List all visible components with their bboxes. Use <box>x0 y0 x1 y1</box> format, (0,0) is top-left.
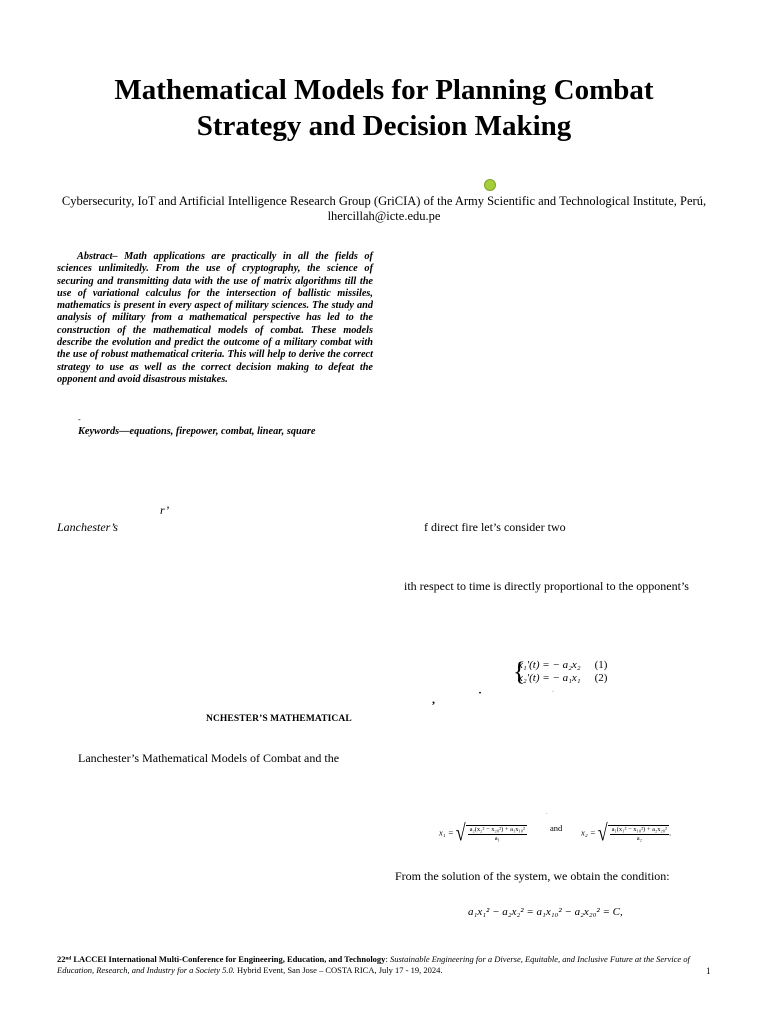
equation-2-expr: x₂′(t) = − a₁x₁ <box>518 672 581 684</box>
solution-x1-lhs: x₁ = <box>439 827 454 838</box>
solution-x2-lhs: x₂ = <box>581 827 596 838</box>
stray-mark: · <box>546 812 548 817</box>
sqrt-symbol: √ <box>455 819 466 846</box>
equation-1-number: (1) <box>594 659 608 671</box>
conference-event: Hybrid Event, San Jose – COSTA RICA, July 17 - 19, 2024. <box>234 965 443 975</box>
solution-x2: x₂ = √ $\frac{\text{a₁(x₁² − x₁₀²) + a₂x₂₀²}}{\text{a₂}}$ . <box>581 819 672 846</box>
sqrt-symbol: √ <box>597 819 608 846</box>
abstract <box>57 251 373 386</box>
stray-dot: , <box>432 692 435 706</box>
text-fragment-lanchesters: Lanchester’s <box>57 520 118 534</box>
page-footer: 22ⁿᵈ LACCEI International Multi-Conference for Engineering, Education, and Technology: Sustainable Engineering for a Diverse, Equitable, and Inclusive Future at the Service of Education, Research, and Industry for a Society 5.0. Hybrid Event, San Jose – COSTA RICA, July 17 - 19, 2024. <box>57 954 690 975</box>
solution-sentence: From the solution of the system, we obtain the condition: <box>395 869 670 883</box>
keywords <box>78 426 315 437</box>
section-heading-fragment: NCHESTER’S MATHEMATICAL <box>206 714 352 724</box>
sqrt-body <box>608 825 669 843</box>
paper-title-line-2: Strategy and Decision Making <box>196 110 572 142</box>
equation-1-expr: x₁′(t) = − a₂x₂ <box>518 659 581 671</box>
author-email[interactable]: lhercillah@icte.edu.pe <box>327 209 441 223</box>
equation-2-number: (2) <box>594 672 608 684</box>
conference-theme: Sustainable Engineering for a Diverse, Equitable, and Inclusive Future at the Service of Education, Research, and Industry for a Society 5.0. <box>57 954 690 975</box>
fraction-numerator: a₁(x₁² − x₁₀²) + a₂x₂₀² <box>611 825 667 833</box>
stray-dot: · <box>552 689 554 695</box>
fraction <box>610 826 669 843</box>
solution-x1 <box>439 819 527 846</box>
stray-mark: - <box>78 415 81 424</box>
text-fragment-r-prime: r’ <box>160 503 170 517</box>
fraction-denominator: a₁ <box>494 834 500 842</box>
condition-equation: a₁x₁² − a₂x₂² = a₁x₁₀² − a₂x₂₀² = C, <box>468 906 623 918</box>
affiliation-line: Cybersecurity, IoT and Artificial Intelligence Research Group (GriCIA) of the Army Scientific and Technological Institute, Perú, <box>61 194 707 208</box>
text-fragment-direct-fire: f direct fire let’s consider two <box>424 520 566 534</box>
conference-name: 22ⁿᵈ LACCEI International Multi-Conference for Engineering, Education, and Technology <box>57 954 386 964</box>
page-number: 1 <box>706 966 711 976</box>
brace-symbol: { <box>513 657 526 686</box>
solution-and: and <box>550 823 563 833</box>
fraction-numerator: a₂(x₂² − x₂₀²) + a₁x₁₀² <box>469 825 525 833</box>
text-fragment-respect-time: ith respect to time is directly proportional to the opponent’s <box>404 579 689 593</box>
sqrt-body <box>466 825 527 843</box>
stray-dot: ˙ <box>478 689 482 703</box>
equation-1 <box>518 659 615 672</box>
abstract-label: Abstract– <box>77 251 118 262</box>
equation-2 <box>518 672 615 685</box>
orcid-icon[interactable] <box>484 179 496 191</box>
keywords-label: Keywords— <box>78 426 130 437</box>
fraction-denominator: a₂ <box>636 834 642 842</box>
abstract-text: Math applications are practically in all the fields of sciences unlimitedly. From the use of cryptography, the science of securing and transmitting data with the use of matrix algorithms till the use of variational calculus for the intersection of ballistic missiles, mathematics is present in every aspect of military sciences. The study and analysis of military from a mathematical perspective has led to the construction of the mathematical models of combat. These models describe the evolution and predict the outcome of a military combat with the use of robust mathematical criteria. This will help to derive the correct strategy to use as well as the correct decision making to defeat the opponent and avoid disastrous mistakes. <box>57 251 373 385</box>
fraction <box>468 826 527 843</box>
equation-system <box>513 657 615 686</box>
paper-title-line-1: Mathematical Models for Planning Combat <box>114 74 654 106</box>
keywords-text: equations, firepower, combat, linear, square <box>129 426 316 437</box>
paper-title <box>0 72 768 144</box>
body-text-line: Lanchester’s Mathematical Models of Combat and the <box>78 751 340 765</box>
author-affiliation <box>0 194 768 224</box>
